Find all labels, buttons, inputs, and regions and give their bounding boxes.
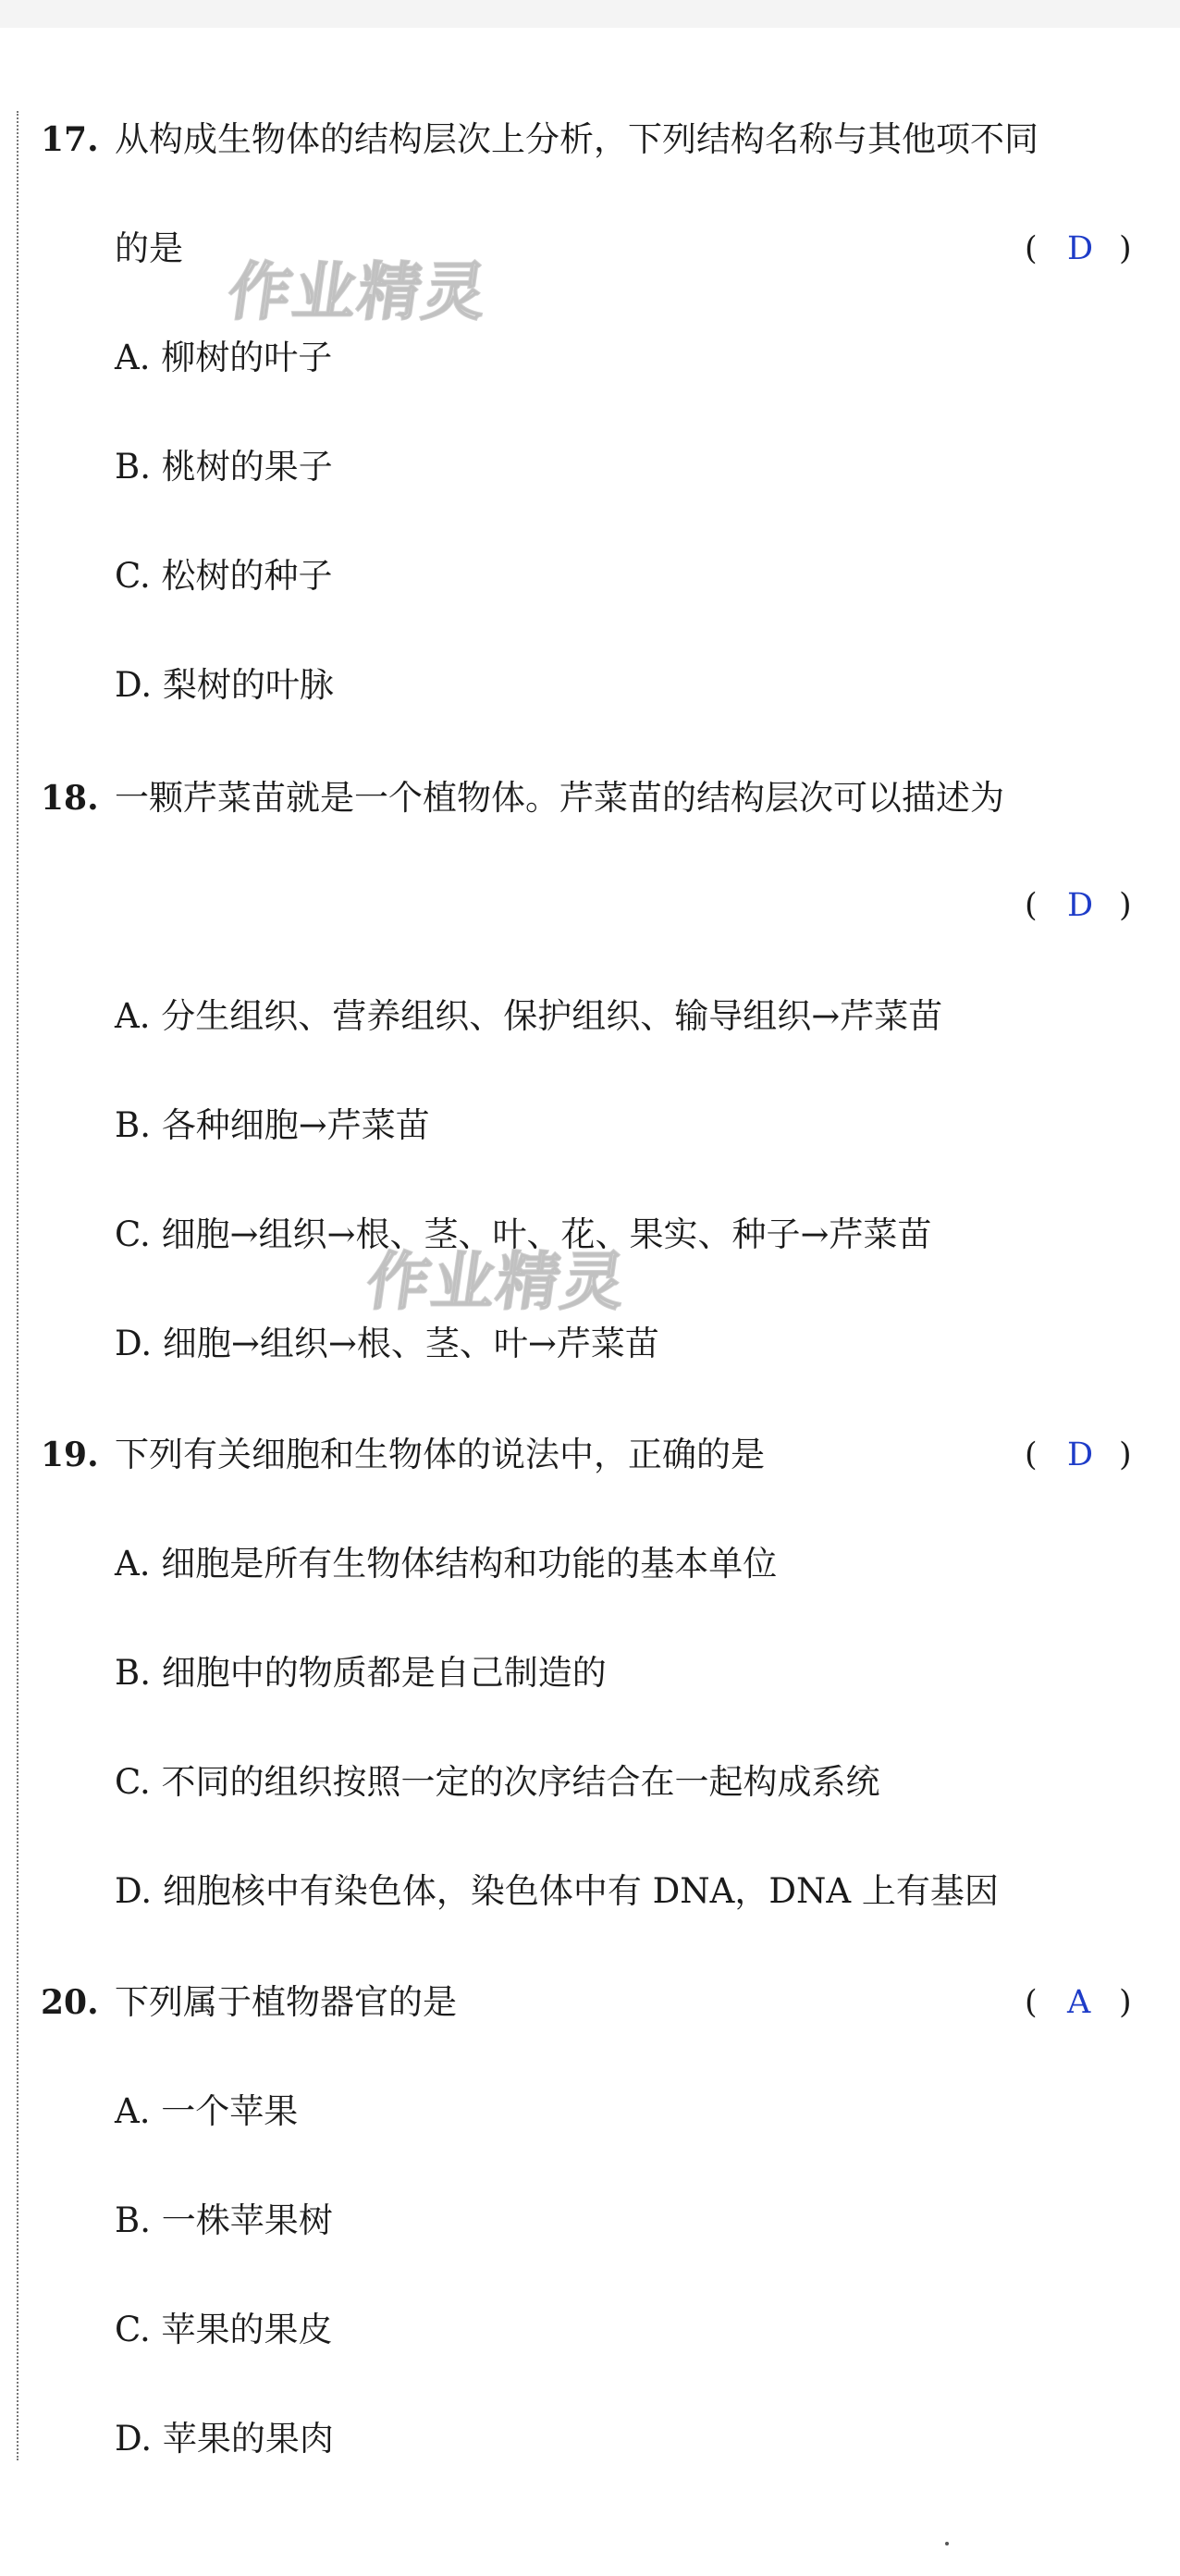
- option-text: D. 细胞→组织→根、茎、叶→芹菜苗: [115, 1324, 659, 1363]
- answer-value: D: [1067, 230, 1094, 267]
- question-text: 下列有关细胞和生物体的说法中，正确的是: [115, 1435, 765, 1474]
- answer-value: D: [1067, 887, 1094, 924]
- paren-close: ): [1119, 1984, 1132, 2021]
- option-a: [0, 2079, 1180, 2144]
- option-d: [0, 653, 1180, 718]
- answer-value: A: [1067, 1984, 1091, 2021]
- question-number: 17.: [41, 120, 99, 159]
- question-17-line2: [0, 216, 1180, 281]
- question-number: 18.: [41, 779, 99, 818]
- option-text: C. 细胞→组织→根、茎、叶、花、果实、种子→芹菜苗: [115, 1214, 932, 1254]
- option-text: C. 苹果的果皮: [115, 2310, 333, 2349]
- paren-close: ): [1119, 230, 1132, 267]
- option-text: A. 细胞是所有生物体结构和功能的基本单位: [115, 1544, 778, 1584]
- page-dot: [945, 2542, 949, 2545]
- option-b: [0, 435, 1180, 499]
- paren-close: ): [1119, 887, 1132, 924]
- option-c: [0, 2298, 1180, 2362]
- paren-open: (: [1025, 887, 1038, 924]
- question-20-line1: [0, 1970, 1180, 2035]
- option-d: [0, 2407, 1180, 2471]
- option-text: B. 一株苹果树: [115, 2200, 333, 2240]
- option-text: A. 一个苹果: [115, 2091, 299, 2131]
- question-text: 从构成生物体的结构层次上分析，下列结构名称与其他项不同: [115, 119, 1039, 159]
- option-text: C. 松树的种子: [115, 556, 333, 596]
- question-17-line1: [0, 107, 1180, 172]
- option-b: [0, 1093, 1180, 1158]
- paren-open: (: [1025, 1436, 1038, 1473]
- option-a: [0, 1532, 1180, 1596]
- paren-close: ): [1119, 1436, 1132, 1473]
- option-text: D. 苹果的果肉: [115, 2419, 334, 2459]
- option-b: [0, 1641, 1180, 1706]
- option-a: [0, 326, 1180, 390]
- page-top-band: [0, 0, 1180, 28]
- option-b: [0, 2188, 1180, 2253]
- answer-value: D: [1067, 1436, 1094, 1473]
- question-number: 19.: [41, 1436, 99, 1474]
- question-text: 一颗芹菜苗就是一个植物体。芹菜苗的结构层次可以描述为: [115, 778, 1004, 818]
- option-text: D. 细胞核中有染色体，染色体中有 DNA，DNA 上有基因: [115, 1871, 999, 1911]
- watermark-logo: 作业精灵: [362, 1246, 632, 1319]
- option-text: A. 分生组织、营养组织、保护组织、输导组织→芹菜苗: [115, 996, 943, 1036]
- question-text-cont: 的是: [115, 228, 183, 268]
- question-18-line1: [0, 766, 1180, 831]
- option-c: [0, 1750, 1180, 1815]
- paren-open: (: [1025, 1984, 1038, 2021]
- option-c: [0, 544, 1180, 609]
- question-18-answer-line: [0, 873, 1180, 938]
- question-19-line1: [0, 1423, 1180, 1487]
- option-text: B. 细胞中的物质都是自己制造的: [115, 1653, 607, 1693]
- watermark-logo: 作业精灵: [223, 256, 493, 329]
- question-text: 下列属于植物器官的是: [115, 1982, 457, 2022]
- option-text: B. 各种细胞→芹菜苗: [115, 1105, 430, 1145]
- paren-open: (: [1025, 230, 1038, 267]
- question-number: 20.: [41, 1983, 99, 2022]
- option-text: B. 桃树的果子: [115, 447, 333, 487]
- option-text: C. 不同的组织按照一定的次序结合在一起构成系统: [115, 1762, 880, 1802]
- option-a: [0, 984, 1180, 1049]
- option-text: D. 梨树的叶脉: [115, 665, 334, 705]
- option-text: A. 柳树的叶子: [115, 338, 333, 377]
- option-d: [0, 1859, 1180, 1924]
